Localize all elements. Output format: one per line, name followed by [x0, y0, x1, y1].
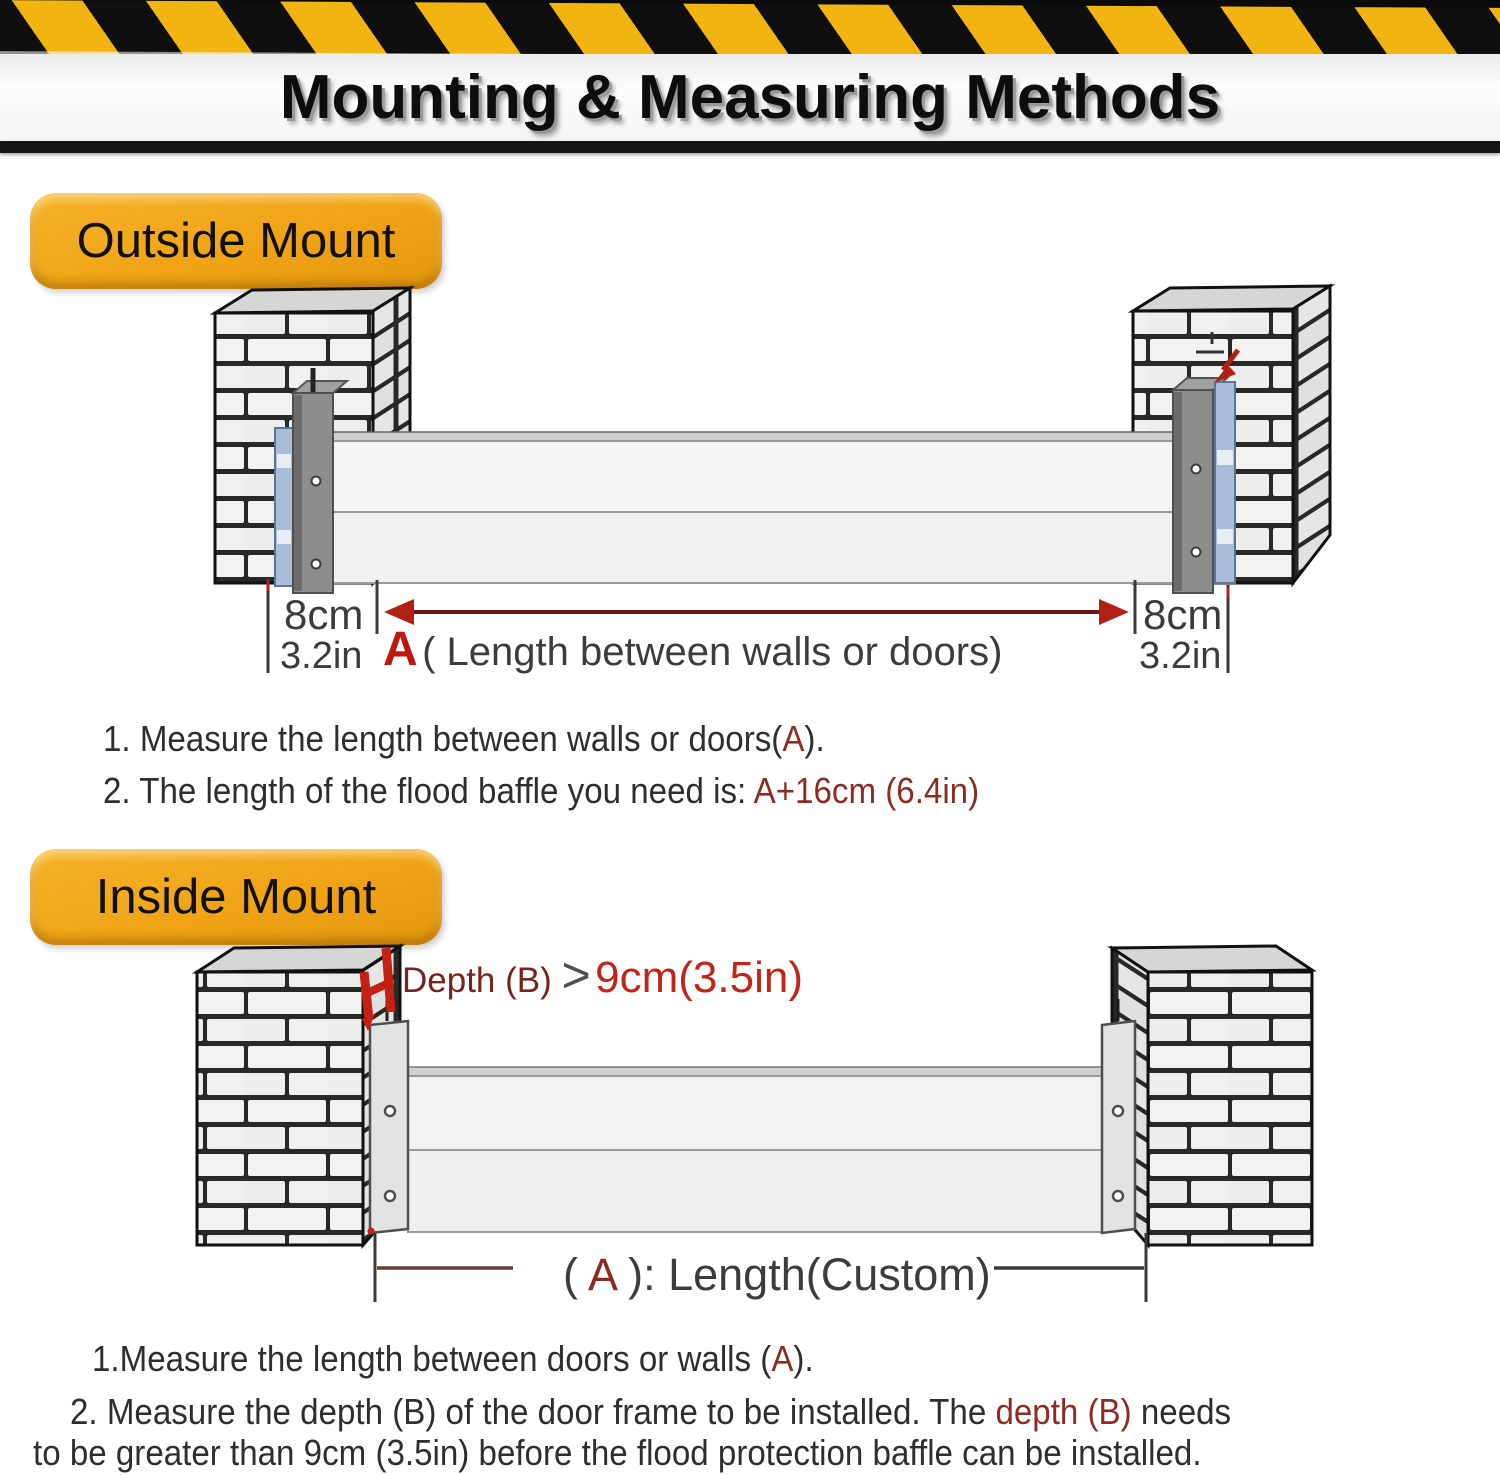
outside-mount-diagram [0, 282, 1500, 702]
length-A-label: A ( Length between walls or doors) [383, 623, 1003, 676]
seal-clip [277, 530, 291, 544]
inside-step-2: 2. Measure the depth (B) of the door frame to be installed. The depth (B) needs [70, 1391, 1232, 1432]
rivet-hole [1192, 465, 1201, 474]
rivet-hole [312, 560, 321, 569]
rivet-hole [385, 1106, 395, 1116]
inside-mount-diagram [0, 935, 1500, 1375]
outside-right-channel [1173, 350, 1238, 593]
seal-strip [1215, 382, 1235, 583]
inside-left-channel [368, 1021, 409, 1235]
depth-label: Depth (B) > 9cm(3.5in) [402, 947, 803, 1003]
rivet-hole [312, 477, 321, 486]
hazard-stripe-banner [0, 0, 1500, 62]
rivet-hole [1113, 1106, 1123, 1116]
seal-strip [275, 428, 294, 586]
rivet-hole [1192, 548, 1201, 557]
outside-step-2: 2. The length of the flood baffle you need is: A+16cm (6.4in) [103, 770, 980, 811]
flood-baffle-outside [330, 432, 1178, 583]
outside-mount-badge-label: Outside Mount [76, 214, 396, 268]
inside-mount-badge-label: Inside Mount [95, 870, 377, 924]
length-A-arrow [384, 599, 1129, 625]
inside-step-3: to be greater than 9cm (3.5in) before the flood protection baffle can be installed. [33, 1432, 1202, 1473]
outside-mount-badge [30, 193, 442, 289]
inside-right-channel [1102, 999, 1135, 1233]
rivet-hole [1113, 1191, 1123, 1201]
left-overlap-cm: 8cm [284, 591, 364, 638]
left-overlap-in: 3.2in [280, 635, 363, 677]
right-overlap-in: 3.2in [1139, 635, 1222, 677]
rivet-hole [385, 1191, 395, 1201]
outside-step-1: 1. Measure the length between walls or doors(A). [103, 718, 825, 759]
inside-mount-badge [30, 849, 442, 945]
inside-step-1: 1.Measure the length between doors or walls (A). [92, 1338, 814, 1379]
seal-clip [277, 454, 291, 468]
right-overlap-cm: 8cm [1143, 591, 1223, 638]
seal-clip [1217, 450, 1233, 465]
flood-baffle-inside [408, 1067, 1102, 1232]
header-divider-bar [0, 141, 1500, 153]
length-custom-label: ( A ): Length(Custom) [563, 1249, 991, 1300]
seal-clip [1217, 529, 1233, 544]
inside-right-pillar [1112, 946, 1312, 1245]
red-mark [368, 1228, 375, 1235]
page-title: Mounting & Measuring Methods [279, 63, 1221, 132]
inside-dimensions [375, 1233, 1146, 1302]
title-band [0, 54, 1500, 141]
outside-dimensions [268, 578, 1228, 677]
